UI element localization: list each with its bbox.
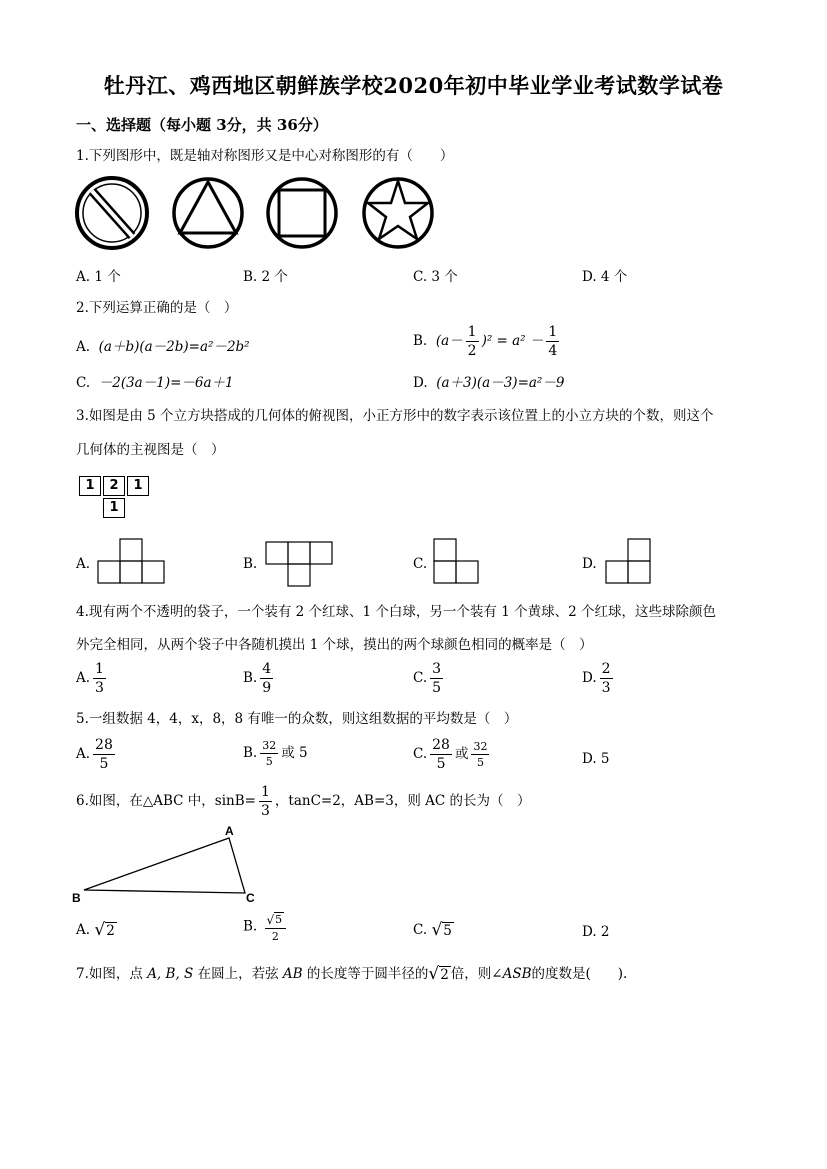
q2-option-b-num2: 1 <box>548 324 558 340</box>
q3-option-a-view <box>96 537 171 585</box>
circle-with-triangle-figure <box>174 179 242 247</box>
sqrt-icon: √ 5 <box>431 920 452 941</box>
q5-option-c-mid: 或 <box>454 746 469 762</box>
q3-option-a-label[interactable]: A. <box>76 556 91 572</box>
q5-option-b-tail: 或 5 <box>281 745 308 761</box>
sqrt-icon: √ 2 <box>428 964 449 985</box>
q6-option-a-label: A. <box>76 922 91 938</box>
q2-option-c[interactable] <box>76 374 234 392</box>
q5-option-c-den: 5 <box>436 756 446 772</box>
q6-option-b[interactable] <box>243 912 289 942</box>
q4-option-d-den: 3 <box>601 680 611 696</box>
q5-option-b-label: B. <box>243 745 258 761</box>
circle-with-square-figure <box>268 179 336 247</box>
q6-option-a-radicand: 2 <box>106 922 115 939</box>
q7-stem-part-c: 的长度等于圆半径的 <box>306 966 429 982</box>
q5-option-c-label: C. <box>413 746 428 762</box>
q6-option-b-label: B. <box>243 918 258 935</box>
q7-stem-points: A, B, S <box>147 966 194 982</box>
top-view-cell: 1 <box>103 498 125 518</box>
q2-option-a-label: A. <box>76 339 91 355</box>
circle-with-slash-figure <box>77 178 147 248</box>
q4-option-a[interactable] <box>76 662 109 695</box>
vertex-a-label: A <box>225 824 234 838</box>
q2-option-b[interactable] <box>413 325 562 358</box>
q5-option-a-num: 28 <box>95 737 113 753</box>
q2-option-d[interactable] <box>413 374 564 392</box>
q2-option-b-den2: 4 <box>548 343 558 359</box>
q4-option-a-den: 3 <box>95 680 104 696</box>
q6-option-a[interactable] <box>76 921 117 939</box>
q4-option-a-num: 1 <box>95 661 104 677</box>
q5-option-c-den2: 5 <box>476 756 484 769</box>
q3-option-b-view <box>264 540 339 588</box>
q6-stem <box>76 785 531 818</box>
q2-option-c-label: C. <box>76 375 91 391</box>
q2-option-d-label: D. <box>413 375 428 391</box>
q6-stem-num: 1 <box>260 784 270 800</box>
top-view-cell: 1 <box>79 476 101 496</box>
q5-option-c-num2: 32 <box>473 740 488 753</box>
q6-triangle-figure <box>70 823 270 908</box>
q4-option-c[interactable] <box>413 662 446 695</box>
q7-stem-angle: ASB <box>502 966 532 982</box>
q5-option-b[interactable] <box>243 740 308 767</box>
q6-option-b-radicand: 5 <box>275 913 283 926</box>
q3-option-d-view <box>604 537 659 585</box>
q6-stem-part-b: ，tanC=2，AB=3，则 AC 的长为（ ） <box>274 793 531 809</box>
vertex-c-label: C <box>246 891 255 905</box>
q1-option-b[interactable]: B. 2 个 <box>243 269 288 285</box>
q6-stem-part-a: 6.如图，在△ABC 中，sinB= <box>76 793 256 809</box>
q5-option-d[interactable]: D. 5 <box>582 751 610 767</box>
q7-stem <box>76 964 627 984</box>
q7-stem-part-b: 在圆上，若弦 <box>197 966 279 982</box>
q1-stem: 1.下列图形中，既是轴对称图形又是中心对称图形的有（ ） <box>76 148 454 164</box>
circle-with-star-figure <box>364 179 432 247</box>
q5-stem: 5.一组数据 4，4，x，8，8 有唯一的众数，则这组数据的平均数是（ ） <box>76 711 518 727</box>
q4-option-b[interactable] <box>243 662 276 695</box>
sqrt-icon: √ 2 <box>94 920 115 941</box>
q3-stem-line2: 几何体的主视图是（ ） <box>76 442 225 458</box>
sqrt-icon: √ 5 <box>266 913 283 928</box>
q6-option-d[interactable]: D. 2 <box>582 924 610 940</box>
q5-option-a-label: A. <box>76 746 91 762</box>
q4-option-d-label: D. <box>582 670 597 686</box>
q4-stem-line2: 外完全相同，从两个袋子中各随机摸出 1 个球，摸出的两个球颜色相同的概率是（ ） <box>76 637 593 653</box>
q2-stem: 2.下列运算正确的是（ ） <box>76 300 238 316</box>
top-view-cell: 2 <box>103 476 125 496</box>
q5-option-a[interactable] <box>76 738 118 771</box>
q1-figures <box>72 176 442 256</box>
q5-option-c[interactable] <box>413 738 492 771</box>
q1-option-c[interactable]: C. 3 个 <box>413 269 458 285</box>
q6-option-c-label: C. <box>413 922 428 938</box>
q4-option-c-num: 3 <box>432 661 442 677</box>
q4-option-d[interactable] <box>582 662 616 695</box>
q2-option-b-lhs: (a－ <box>435 333 463 349</box>
q7-stem-part-e: 的度数是( ). <box>531 966 628 982</box>
exam-title: 牡丹江、鸡西地区朝鲜族学校2020年初中毕业学业考试数学试卷 <box>103 73 724 98</box>
section-heading: 一、选择题（每小题 3分，共 36分） <box>76 116 328 134</box>
q3-option-d-label[interactable]: D. <box>582 556 597 572</box>
q6-option-c[interactable] <box>413 921 454 939</box>
q4-stem-line1: 4.现有两个不透明的袋子，一个装有 2 个红球、1 个白球，另一个装有 1 个黄球、2 个红球，这些球除颜色 <box>76 604 716 620</box>
q4-option-c-label: C. <box>413 670 428 686</box>
q1-option-d[interactable]: D. 4 个 <box>582 269 628 285</box>
q6-option-c-radicand: 5 <box>443 922 452 939</box>
q2-option-a-expr: (a＋b)(a－2b)=a²－2b² <box>98 339 250 355</box>
q5-option-b-num: 32 <box>262 739 277 752</box>
q2-option-d-expr: (a＋3)(a－3)=a²－9 <box>436 375 565 391</box>
q2-option-b-label: B. <box>413 333 428 349</box>
q5-option-a-den: 5 <box>99 756 109 772</box>
q1-option-a[interactable]: A. 1 个 <box>76 269 121 285</box>
q3-option-c-view <box>432 537 487 585</box>
q6-stem-den: 3 <box>260 803 270 819</box>
q7-stem-part-a: 7.如图，点 <box>76 966 143 982</box>
q4-option-b-num: 4 <box>262 661 272 677</box>
q7-stem-chord: AB <box>282 966 303 982</box>
q7-stem-radicand: 2 <box>440 966 449 983</box>
q3-option-c-label[interactable]: C. <box>413 556 428 572</box>
q3-option-b-label[interactable]: B. <box>243 556 258 572</box>
q2-option-b-mid: )² = a² － <box>481 333 544 349</box>
q5-option-c-num: 28 <box>432 737 450 753</box>
q4-option-b-label: B. <box>243 670 258 686</box>
q4-option-d-num: 2 <box>601 661 611 677</box>
q5-option-b-den: 5 <box>265 755 273 768</box>
q4-option-b-den: 9 <box>262 680 272 696</box>
q7-stem-part-d: 倍，则∠ <box>450 966 503 982</box>
q2-option-c-expr: －2(3a－1)=－6a＋1 <box>98 375 234 391</box>
q2-option-b-num: 1 <box>467 324 477 340</box>
q2-option-a[interactable] <box>76 338 250 356</box>
vertex-b-label: B <box>72 891 81 905</box>
q4-option-c-den: 5 <box>432 680 442 696</box>
q2-option-b-den: 2 <box>467 343 477 359</box>
q6-option-b-den: 2 <box>271 930 279 944</box>
q3-stem-line1: 3.如图是由 5 个立方块搭成的几何体的俯视图，小正方形中的数字表示该位置上的小立方块的个数，则这个 <box>76 408 714 424</box>
q4-option-a-label: A. <box>76 670 91 686</box>
top-view-cell: 1 <box>127 476 149 496</box>
